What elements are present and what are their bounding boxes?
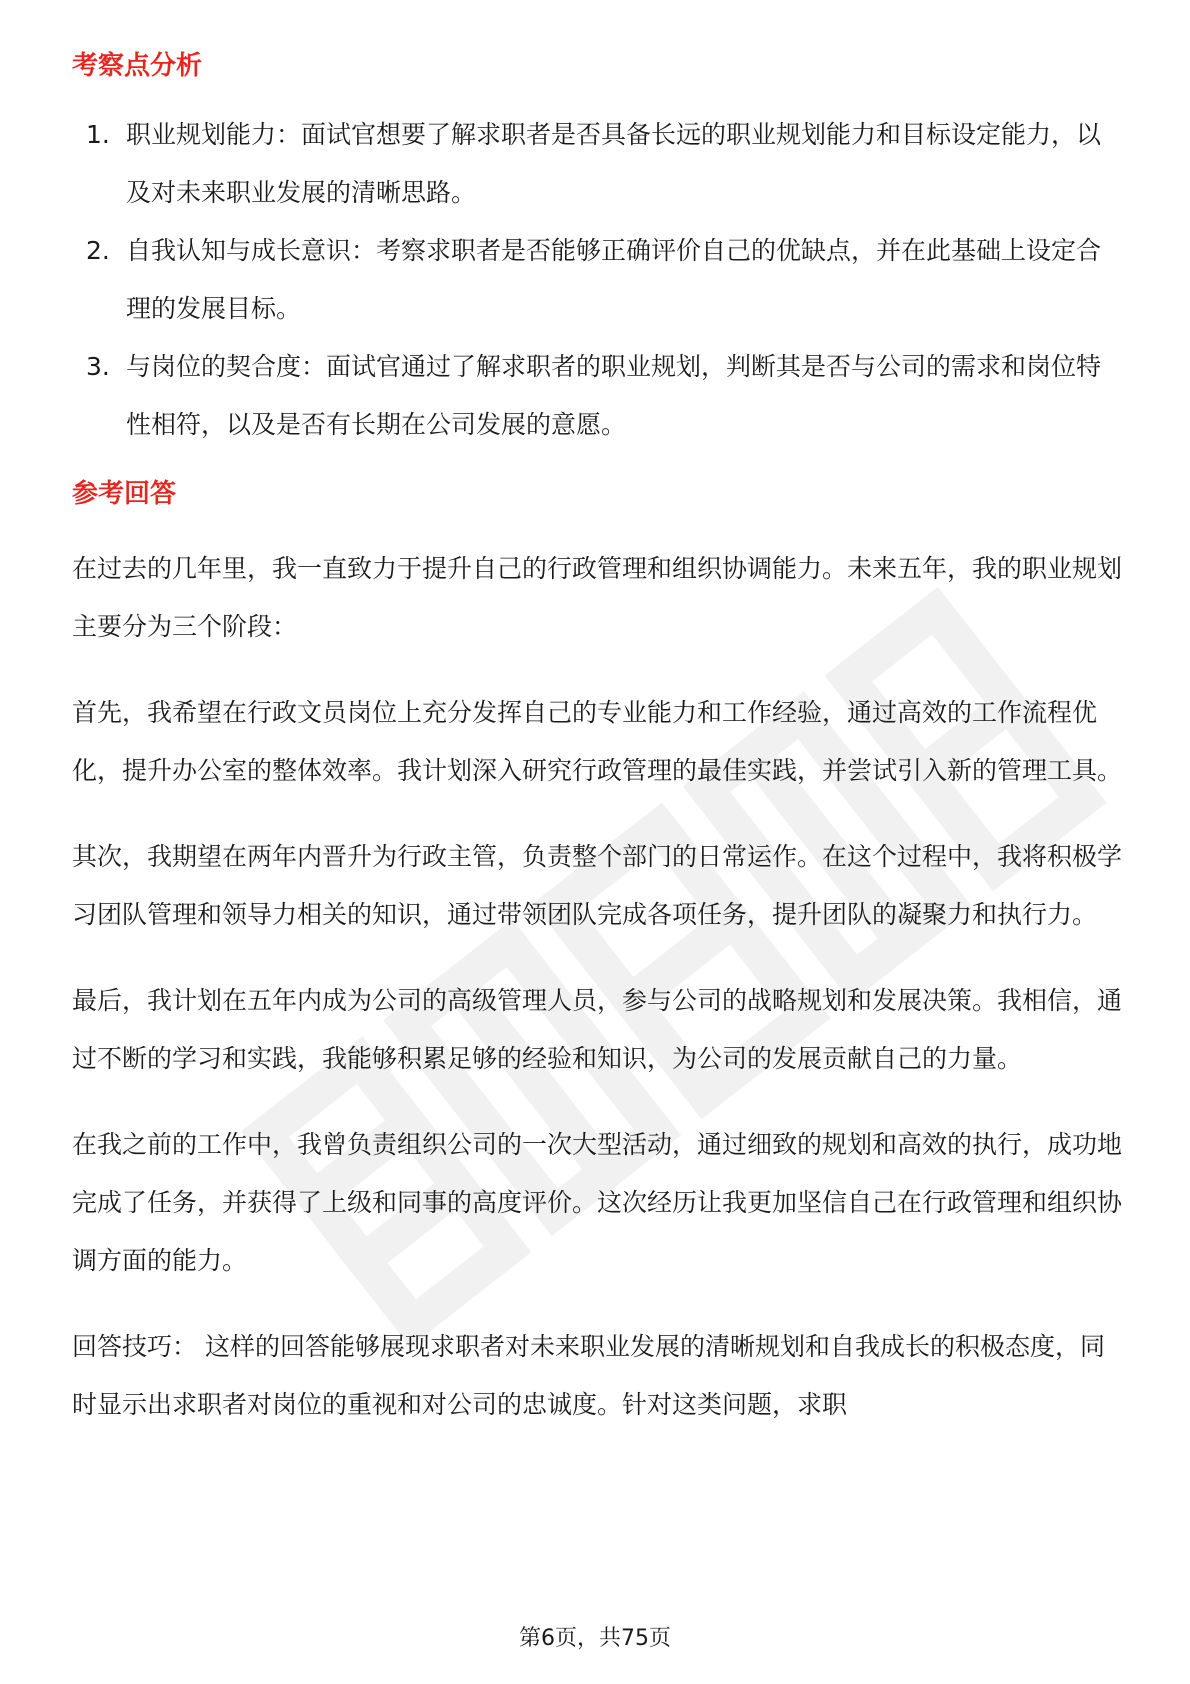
list-item-number: 1. [86,120,110,149]
answer-paragraph: 在过去的几年里，我一直致力于提升自己的行政管理和组织协调能力。未来五年，我的职业规划主要分为三个阶段： [72,554,1123,641]
analysis-point-list [72,106,1122,454]
list-item [72,106,1122,222]
page-number-footer: 第6页，共75页 [519,1626,671,1651]
list-item-text: 与岗位的契合度：面试官通过了解求职者的职业规划，判断其是否与公司的需求和岗位特性相符，以及是否有长期在公司发展的意愿。 [126,352,1102,439]
section-heading-analysis: 考察点分析 [72,51,203,81]
document-content [72,46,1122,1434]
answer-paragraph: 其次，我期望在两年内晋升为行政主管，负责整个部门的日常运作。在这个过程中，我将积极学习团队管理和领导力相关的知识，通过带领团队完成各项任务，提升团队的凝聚力和执行力。 [72,842,1123,929]
answer-paragraph: 首先，我希望在行政文员岗位上充分发挥自己的专业能力和工作经验，通过高效的工作流程优化，提升办公室的整体效率。我计划深入研究行政管理的最佳实践，并尝试引入新的管理工具。 [72,698,1123,785]
answer-paragraph: 最后，我计划在五年内成为公司的高级管理人员，参与公司的战略规划和发展决策。我相信，通过不断的学习和实践，我能够积累足够的经验和知识，为公司的发展贡献自己的力量。 [72,986,1123,1073]
list-item-text: 职业规划能力：面试官想要了解求职者是否具备长远的职业规划能力和目标设定能力，以及对未来职业发展的清晰思路。 [126,120,1102,207]
list-item [72,338,1122,454]
list-item-number: 3. [86,352,110,381]
list-item-text: 自我认知与成长意识：考察求职者是否能够正确评价自己的优缺点，并在此基础上设定合理的发展目标。 [126,236,1102,323]
answer-paragraph: 在我之前的工作中，我曾负责组织公司的一次大型活动，通过细致的规划和高效的执行，成功地完成了任务，并获得了上级和同事的高度评价。这次经历让我更加坚信自己在行政管理和组织协调方面的能力。 [72,1130,1123,1275]
list-item [72,222,1122,338]
answer-tips-paragraph: 回答技巧： 这样的回答能够展现求职者对未来职业发展的清晰规划和自我成长的积极态度，同时显示出求职者对岗位的重视和对公司的忠诚度。针对这类问题，求职 [72,1332,1105,1419]
list-item-number: 2. [86,236,110,265]
section-heading-answer: 参考回答 [72,479,177,509]
